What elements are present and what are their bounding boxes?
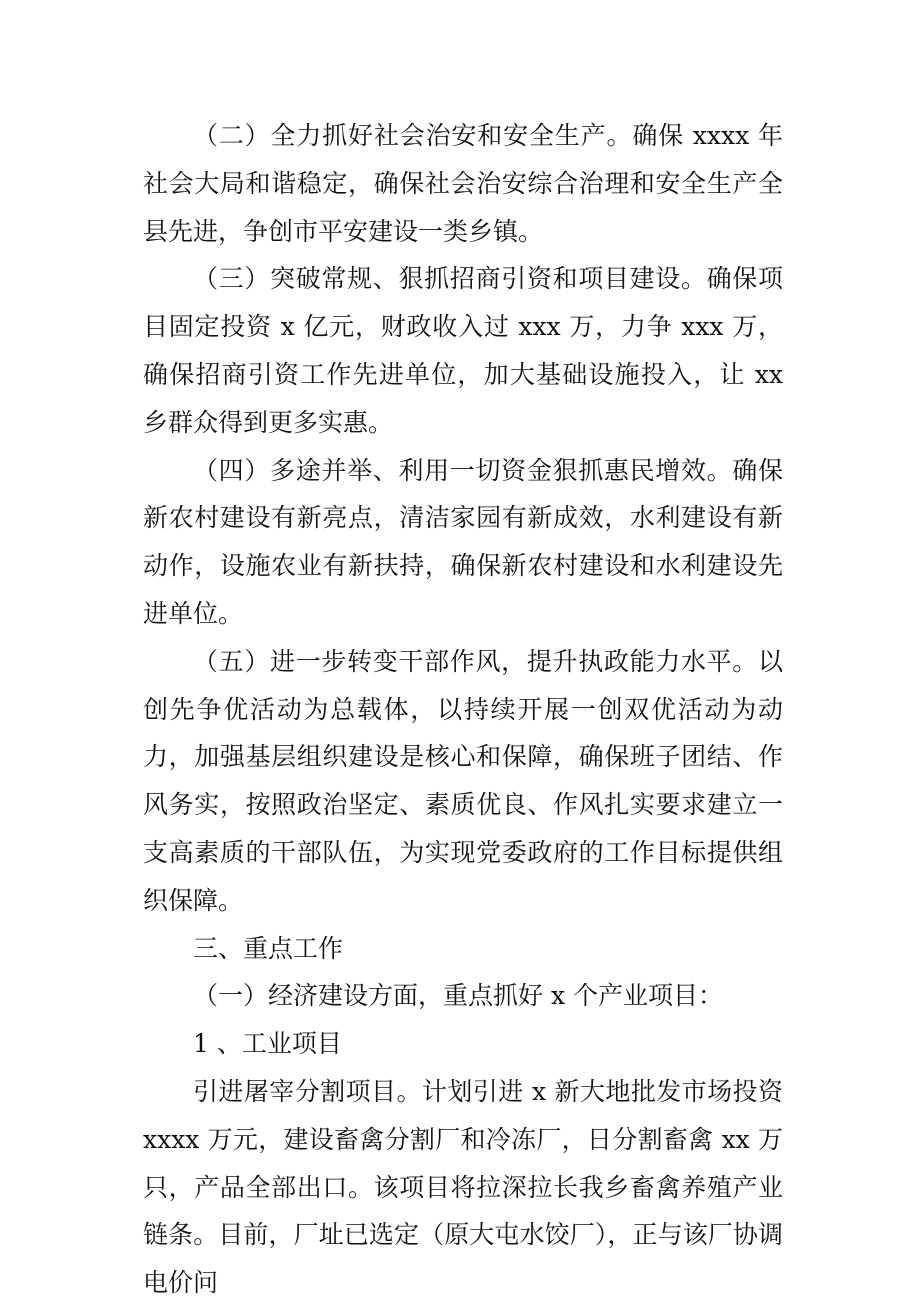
subheading-industrial-projects: 1 、工业项目 xyxy=(193,1029,342,1059)
paragraph-economic-construction: （一）经济建设方面，重点抓好 x 个产业项目： xyxy=(193,981,723,1011)
paragraph-cadre-style: （五）进一步转变干部作风，提升执政能力水平。以创先争优活动为总载体，以持续开展一创双优活动为动力，加强基层组织建设是核心和保障，确保班子团结、作风务实，按照政治坚定、素质优良、作风扎实要求建立一支高素质的干部队伍，为实现党委政府的工作目标提供组织保障。 xyxy=(143,646,783,915)
section-heading-key-work: 三、重点工作 xyxy=(193,933,344,963)
paragraph-slaughter-project: 引进屠宰分割项目。计划引进 x 新大地批发市场投资 xxxx 万元，建设畜禽分割厂和冷冻厂，日分割畜禽 xx 万只，产品全部出口。该项目将拉深拉长我乡畜禽养殖产业链条。目前，厂址已选定（原大屯水饺厂），正与该厂协调电价问 xyxy=(143,1076,783,1298)
paragraph-investment: （三）突破常规、狠抓招商引资和项目建设。确保项目固定投资 x 亿元，财政收入过 xxx 万，力争 xxx 万，确保招商引资工作先进单位，加大基础设施投入，让 xx 乡群众得到更多实惠。 xyxy=(143,264,783,437)
document-body xyxy=(143,112,783,1307)
paragraph-livelihood: （四）多途并举、利用一切资金狠抓惠民增效。确保新农村建设有新亮点，清洁家园有新成效，水利建设有新动作，设施农业有新扶持，确保新农村建设和水利建设先进单位。 xyxy=(143,455,783,628)
paragraph-public-security: （二）全力抓好社会治安和安全生产。确保 xxxx 年社会大局和谐稳定，确保社会治安综合治理和安全生产全县先进，争创市平安建设一类乡镇。 xyxy=(143,121,783,246)
